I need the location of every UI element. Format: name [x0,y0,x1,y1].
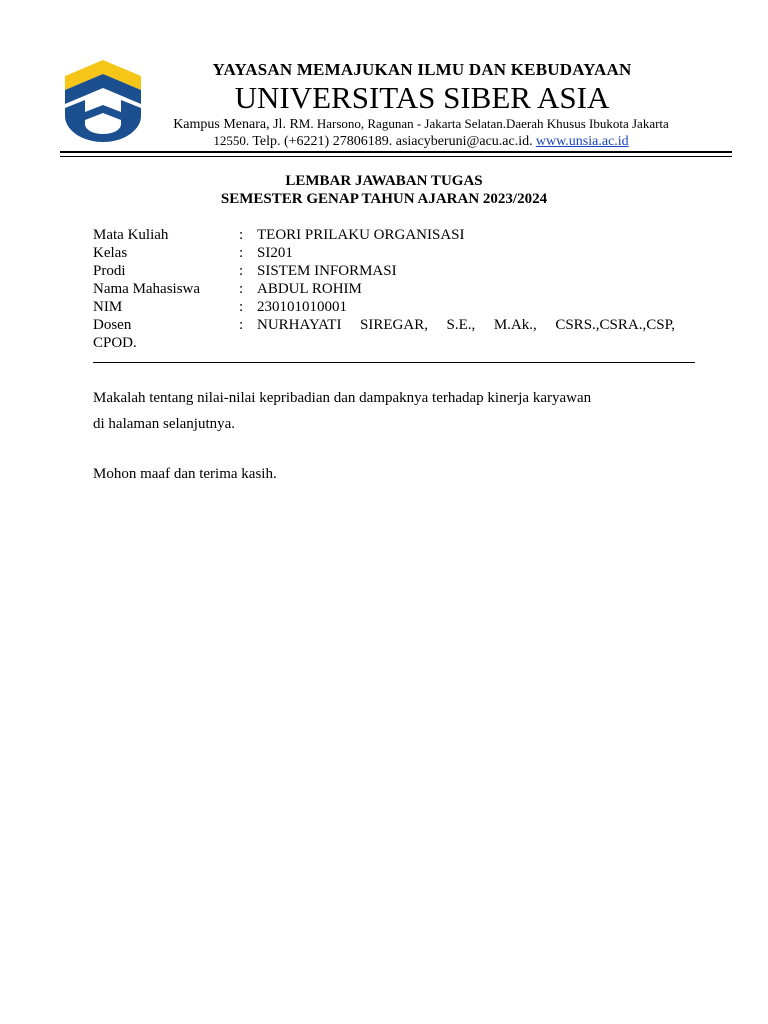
document-title [80,172,688,208]
body-line-1: Makalah tentang nilai-nilai kepribadian dan dampaknya terhadap kinerja karyawan [93,390,592,406]
info-divider [93,362,695,363]
lecturer-title-continuation: CPOD. [93,335,137,351]
title-line-1: LEMBAR JAWABAN TUGAS [285,173,483,189]
info-value: ABDUL ROHIM [257,281,362,297]
info-row-class [93,244,695,262]
header-rule-thick [60,151,732,153]
info-row-course [93,226,695,244]
info-label: Nama Mahasiswa [93,281,201,297]
info-value: TEORI PRILAKU ORGANISASI [257,227,465,243]
info-label: Kelas [93,245,128,261]
body-line-2: di halaman selanjutnya. [93,416,236,432]
info-colon: : [239,299,244,315]
info-row-student-id [93,298,695,316]
email-address: asiacyberuni@acu.ac.id. [392,134,533,149]
info-row-program [93,262,695,280]
phone-number: Telp. (+6221) 27806189. [249,134,393,149]
website-link[interactable]: www.unsia.ac.id [535,134,629,149]
closing-text: Mohon maaf dan terima kasih. [93,466,277,482]
info-value: 230101010001 [257,299,347,315]
student-info-table [93,226,695,352]
info-label: NIM [93,299,123,315]
info-row-student-name [93,280,695,298]
info-label: Mata Kuliah [93,227,169,243]
university-address [165,116,677,150]
info-colon: : [239,227,244,243]
info-label: Prodi [93,263,126,279]
address-part1: Kampus Menara, Jl. R [173,117,299,132]
postal-code: 12550. [213,133,250,148]
info-value: SI201 [257,245,293,261]
university-logo-icon [62,58,144,144]
info-label: Dosen [93,317,132,333]
foundation-name: YAYASAN MEMAJUKAN ILMU DAN KEBUDAYAAN [212,60,632,79]
header-rule-thin [60,156,732,157]
address-part2: M. Harsono, Ragunan - Jakarta Selatan.Daerah Khusus Ibukota Jakarta [298,116,669,131]
university-name: UNIVERSITAS SIBER ASIA [234,80,610,115]
info-colon: : [239,263,244,279]
info-colon: : [239,317,244,333]
info-value: NURHAYATI SIREGAR, S.E., M.Ak., CSRS.,CSRA.,CSP, [257,317,675,333]
info-value: SISTEM INFORMASI [257,263,397,279]
title-line-2: SEMESTER GENAP TAHUN AJARAN 2023/2024 [220,191,548,207]
info-colon: : [239,245,244,261]
info-row-lecturer [93,316,695,334]
info-colon: : [239,281,244,297]
